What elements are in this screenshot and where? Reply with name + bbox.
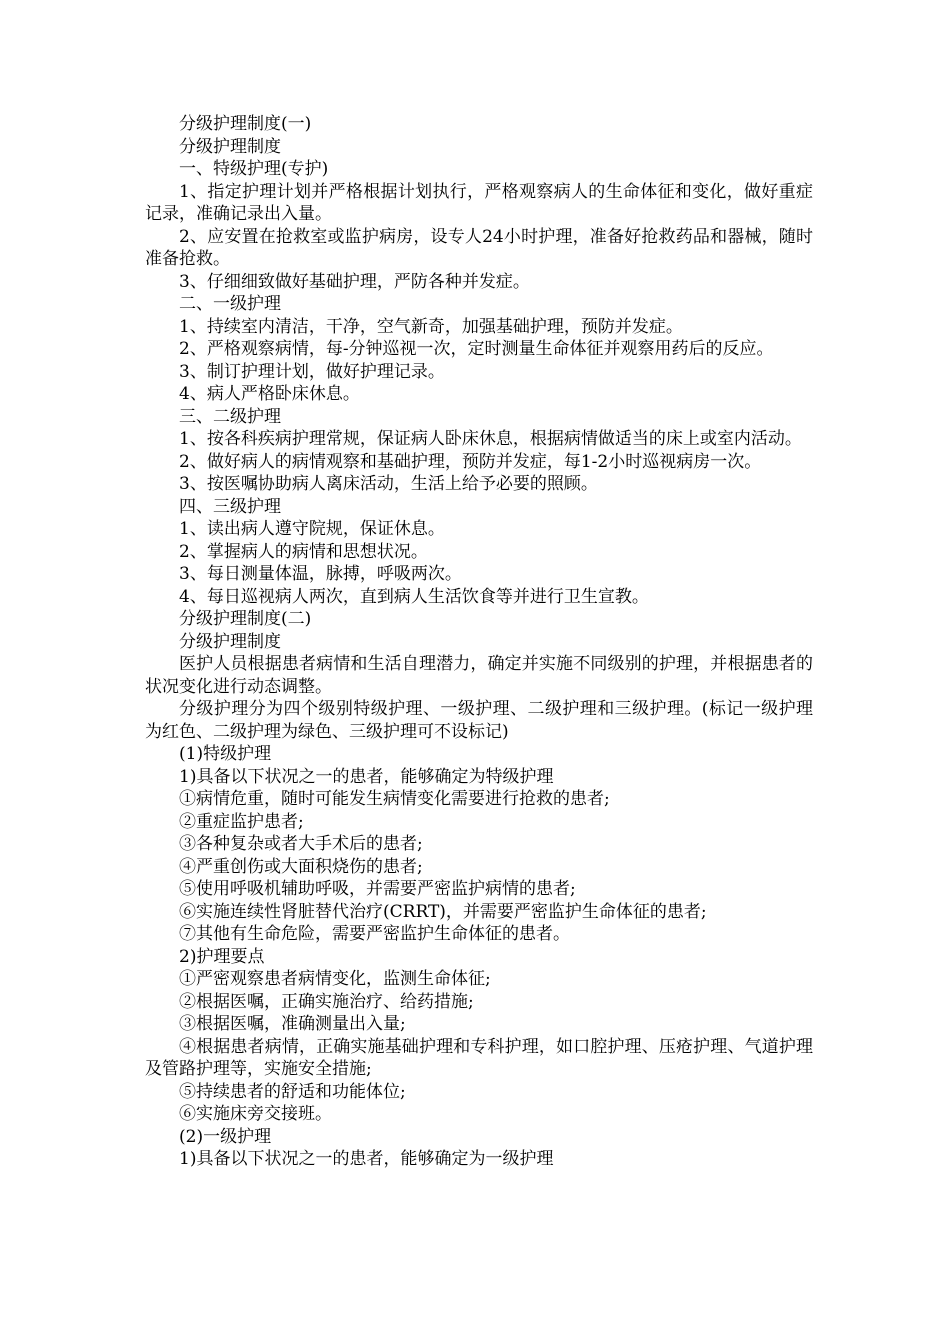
paragraph: 3、制订护理计划，做好护理记录。	[179, 361, 445, 382]
paragraph: 分级护理制度(二)	[179, 609, 312, 629]
paragraph: 3、仔细细致做好基础护理，严防各种并发症。	[179, 271, 530, 292]
paragraph: 二、一级护理	[179, 294, 281, 314]
paragraph: 1、按各科疾病护理常规，保证病人卧床休息，根据病情做适当的床上或室内活动。	[179, 429, 802, 449]
document-body	[145, 113, 813, 1171]
paragraph: ③根据医嘱，准确测量出入量;	[179, 1014, 406, 1034]
paragraph: ②根据医嘱，正确实施治疗、给药措施;	[179, 991, 474, 1012]
paragraph: 1、读出病人遵守院规，保证休息。	[179, 519, 445, 539]
paragraph: ⑤持续患者的舒适和功能体位;	[179, 1081, 406, 1102]
paragraph: 2、掌握病人的病情和思想状况。	[179, 541, 428, 562]
paragraph: ⑥实施床旁交接班。	[179, 1104, 332, 1124]
paragraph: 四、三级护理	[179, 496, 281, 517]
paragraph: 三、二级护理	[179, 406, 281, 427]
paragraph: 4、每日巡视病人两次，直到病人生活饮食等并进行卫生宣教。	[179, 586, 649, 607]
paragraph: 3、按医嘱协助病人离床活动，生活上给予必要的照顾。	[179, 474, 598, 494]
paragraph: ⑤使用呼吸机辅助呼吸，并需要严密监护病情的患者;	[179, 879, 576, 899]
paragraph: ③各种复杂或者大手术后的患者;	[179, 834, 423, 854]
paragraph: (2)一级护理	[179, 1126, 272, 1147]
paragraph: ⑦其他有生命危险，需要严密监护生命体征的患者。	[179, 924, 570, 944]
paragraph: 2、做好病人的病情观察和基础护理，预防并发症，每1-2小时巡视病房一次。	[179, 451, 762, 472]
paragraph: ④严重创伤或大面积烧伤的患者;	[179, 856, 423, 877]
paragraph: (1)特级护理	[179, 744, 272, 764]
paragraph: 1、指定护理计划并严格根据计划执行，严格观察病人的生命体征和变化，做好重症记录，准确记录出入量。	[145, 181, 813, 224]
paragraph: 分级护理制度	[179, 631, 281, 652]
paragraph: 4、病人严格卧床休息。	[179, 384, 360, 404]
paragraph: ②重症监护患者;	[179, 811, 304, 832]
paragraph: 分级护理制度(一)	[179, 114, 312, 134]
paragraph: 3、每日测量体温，脉搏，呼吸两次。	[179, 564, 462, 584]
paragraph: ①严密观察患者病情变化，监测生命体征;	[179, 969, 491, 989]
paragraph: 2、严格观察病情，每-分钟巡视一次，定时测量生命体征并观察用药后的反应。	[179, 339, 774, 359]
paragraph: ④根据患者病情，正确实施基础护理和专科护理，如口腔护理、压疮护理、气道护理及管路护理等，实施安全措施;	[145, 1036, 813, 1079]
paragraph: 分级护理分为四个级别特级护理、一级护理、二级护理和三级护理。(标记一级护理为红色、二级护理为绿色、三级护理可不设标记)	[145, 699, 813, 742]
paragraph: 一、特级护理(专护)	[179, 159, 329, 179]
paragraph: 1)具备以下状况之一的患者，能够确定为特级护理	[179, 766, 554, 787]
paragraph: 医护人员根据患者病情和生活自理潜力，确定并实施不同级别的护理，并根据患者的状况变化进行动态调整。	[145, 654, 813, 697]
paragraph: 2、应安置在抢救室或监护病房，设专人24小时护理，准备好抢救药品和器械，随时准备抢救。	[145, 226, 813, 269]
paragraph: ①病情危重，随时可能发生病情变化需要进行抢救的患者;	[179, 789, 610, 809]
paragraph: 1)具备以下状况之一的患者，能够确定为一级护理	[179, 1149, 554, 1169]
paragraph: 1、持续室内清洁，干净，空气新奇，加强基础护理，预防并发症。	[179, 316, 683, 337]
paragraph: 分级护理制度	[179, 136, 281, 157]
paragraph: 2)护理要点	[179, 946, 265, 967]
paragraph: ⑥实施连续性肾脏替代治疗(CRRT)，并需要严密监护生命体征的患者;	[179, 901, 707, 922]
